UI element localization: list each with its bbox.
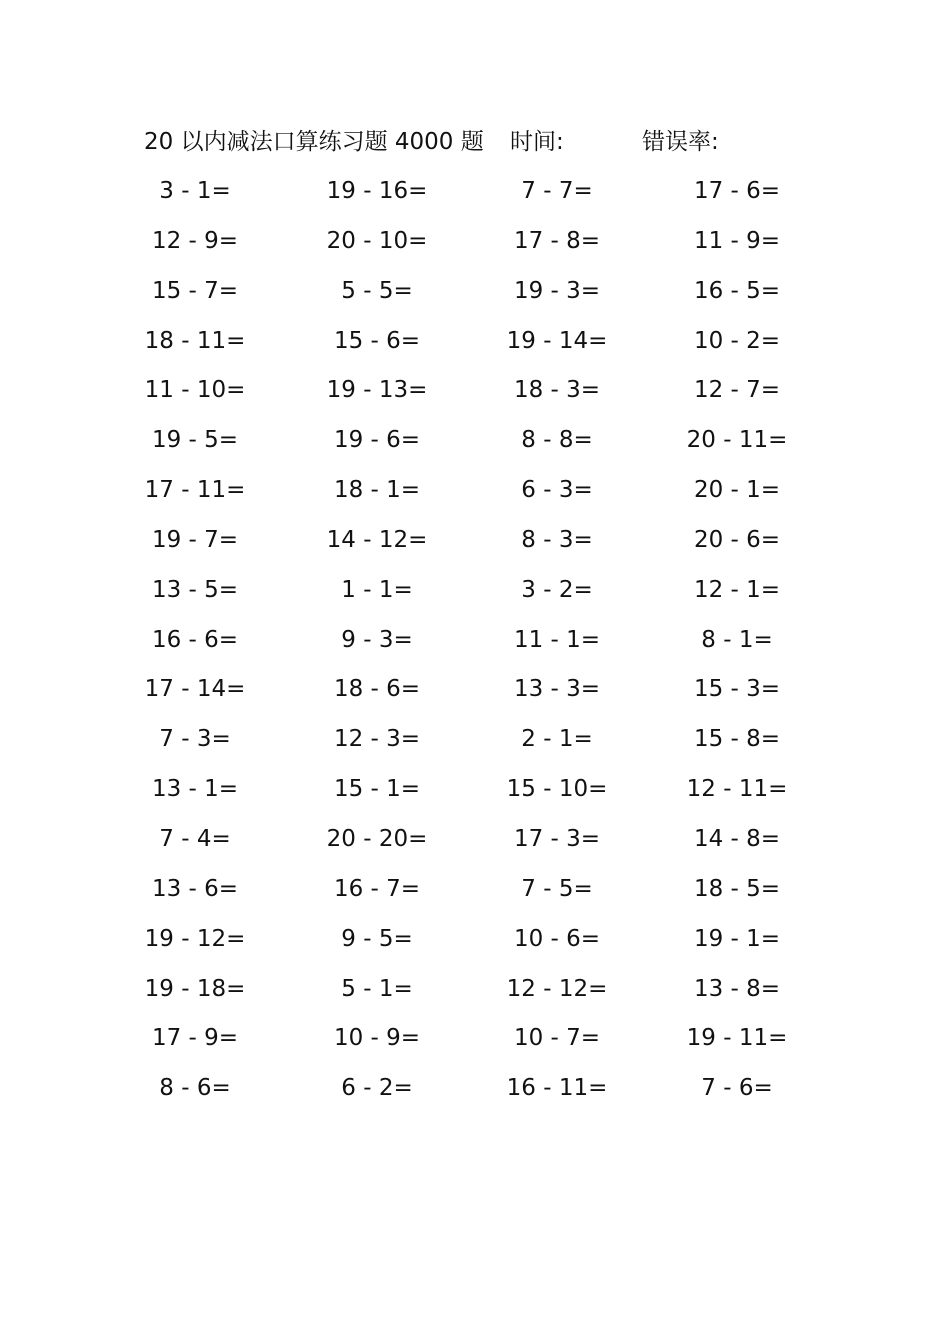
subtraction-problem: 19 - 14=: [506, 327, 608, 354]
subtraction-problem: 19 - 18=: [144, 975, 246, 1002]
subtraction-problem: 20 - 11=: [686, 427, 788, 454]
subtraction-problem: 12 - 9=: [151, 227, 239, 254]
subtraction-problem: 16 - 11=: [506, 1075, 608, 1102]
error-rate-label: 错误率:: [642, 129, 719, 155]
problem-row: [130, 822, 810, 872]
problem-row: [130, 573, 810, 623]
subtraction-problem: 18 - 3=: [513, 377, 601, 404]
subtraction-problem: 3 - 2=: [521, 576, 593, 603]
subtraction-problem: 13 - 8=: [693, 975, 781, 1002]
subtraction-problem: 19 - 12=: [144, 925, 246, 952]
subtraction-problem: 7 - 6=: [701, 1075, 773, 1102]
problem-row: [130, 623, 810, 673]
subtraction-problem: 5 - 5=: [341, 277, 413, 304]
subtraction-problem: 14 - 12=: [326, 526, 428, 553]
subtraction-problem: 15 - 3=: [693, 676, 781, 703]
subtraction-problem: 13 - 5=: [151, 576, 239, 603]
problem-row: [130, 1021, 810, 1071]
subtraction-problem: 18 - 5=: [693, 875, 781, 902]
problem-row: [130, 423, 810, 473]
subtraction-problem: 17 - 8=: [513, 227, 601, 254]
subtraction-problem: 15 - 1=: [333, 776, 421, 803]
subtraction-problem: 6 - 3=: [521, 477, 593, 504]
problem-row: [130, 373, 810, 423]
problem-row: [130, 473, 810, 523]
subtraction-problem: 19 - 3=: [513, 277, 601, 304]
subtraction-problem: 18 - 6=: [333, 676, 421, 703]
problem-row: [130, 523, 810, 573]
subtraction-problem: 11 - 9=: [693, 227, 781, 254]
subtraction-problem: 7 - 5=: [521, 875, 593, 902]
subtraction-problem: 16 - 5=: [693, 277, 781, 304]
subtraction-problem: 10 - 9=: [333, 1025, 421, 1052]
subtraction-problem: 15 - 7=: [151, 277, 239, 304]
subtraction-problem: 12 - 12=: [506, 975, 608, 1002]
subtraction-problem: 19 - 7=: [151, 526, 239, 553]
subtraction-problem: 7 - 7=: [521, 178, 593, 204]
subtraction-problem: 6 - 2=: [341, 1075, 413, 1102]
subtraction-problem: 12 - 3=: [333, 726, 421, 753]
subtraction-problem: 8 - 8=: [521, 427, 593, 454]
subtraction-problem: 20 - 10=: [326, 227, 428, 254]
subtraction-problem: 18 - 11=: [144, 327, 246, 354]
subtraction-problem: 7 - 3=: [159, 726, 231, 753]
problem-row: [130, 772, 810, 822]
subtraction-problem: 13 - 1=: [151, 776, 239, 803]
subtraction-problem: 19 - 11=: [686, 1025, 788, 1052]
subtraction-problem: 8 - 1=: [701, 626, 773, 653]
subtraction-problem: 17 - 3=: [513, 825, 601, 852]
subtraction-problem: 19 - 6=: [333, 427, 421, 454]
subtraction-problem: 17 - 14=: [144, 676, 246, 703]
subtraction-problem: 16 - 6=: [151, 626, 239, 653]
subtraction-problem: 17 - 9=: [151, 1025, 239, 1052]
subtraction-problem: 17 - 11=: [144, 477, 246, 504]
subtraction-problem: 9 - 3=: [341, 626, 413, 653]
subtraction-problem: 19 - 13=: [326, 377, 428, 404]
subtraction-problem: 13 - 6=: [151, 875, 239, 902]
subtraction-problem: 10 - 6=: [513, 925, 601, 952]
subtraction-problem: 13 - 3=: [513, 676, 601, 703]
subtraction-problem: 20 - 1=: [693, 477, 781, 504]
subtraction-problem: 16 - 7=: [333, 875, 421, 902]
subtraction-problem: 10 - 7=: [513, 1025, 601, 1052]
subtraction-problem: 2 - 1=: [521, 726, 593, 753]
subtraction-problem: 10 - 2=: [693, 327, 781, 354]
subtraction-problem: 19 - 5=: [151, 427, 239, 454]
problem-row: [130, 224, 810, 274]
problem-row: [130, 274, 810, 324]
time-label: 时间:: [510, 129, 564, 155]
subtraction-problem: 12 - 11=: [686, 776, 788, 803]
subtraction-problem: 8 - 6=: [159, 1075, 231, 1102]
problem-row: [130, 174, 810, 224]
problem-row: [130, 872, 810, 922]
subtraction-problem: 17 - 6=: [693, 178, 781, 204]
subtraction-problem: 1 - 1=: [341, 576, 413, 603]
subtraction-problem: 11 - 10=: [144, 377, 246, 404]
subtraction-problem: 12 - 7=: [693, 377, 781, 404]
problem-row: [130, 324, 810, 374]
subtraction-problem: 8 - 3=: [521, 526, 593, 553]
subtraction-problem: 19 - 1=: [693, 925, 781, 952]
subtraction-problem: 9 - 5=: [341, 925, 413, 952]
subtraction-problem: 12 - 1=: [693, 576, 781, 603]
subtraction-problem: 14 - 8=: [693, 825, 781, 852]
subtraction-problem: 7 - 4=: [159, 825, 231, 852]
problem-row: [130, 922, 810, 972]
subtraction-problem: 20 - 20=: [326, 825, 428, 852]
subtraction-problem: 11 - 1=: [513, 626, 601, 653]
problem-row: [130, 722, 810, 772]
worksheet-title: 20 以内减法口算练习题 4000 题: [144, 129, 484, 155]
problem-row: [130, 672, 810, 722]
problem-grid: [130, 174, 810, 1121]
problem-row: [130, 1071, 810, 1121]
subtraction-problem: 15 - 8=: [693, 726, 781, 753]
subtraction-problem: 15 - 10=: [506, 776, 608, 803]
subtraction-problem: 3 - 1=: [159, 178, 231, 204]
subtraction-problem: 19 - 16=: [326, 178, 428, 204]
subtraction-problem: 20 - 6=: [693, 526, 781, 553]
subtraction-problem: 5 - 1=: [341, 975, 413, 1002]
problem-row: [130, 972, 810, 1022]
subtraction-problem: 15 - 6=: [333, 327, 421, 354]
subtraction-problem: 18 - 1=: [333, 477, 421, 504]
